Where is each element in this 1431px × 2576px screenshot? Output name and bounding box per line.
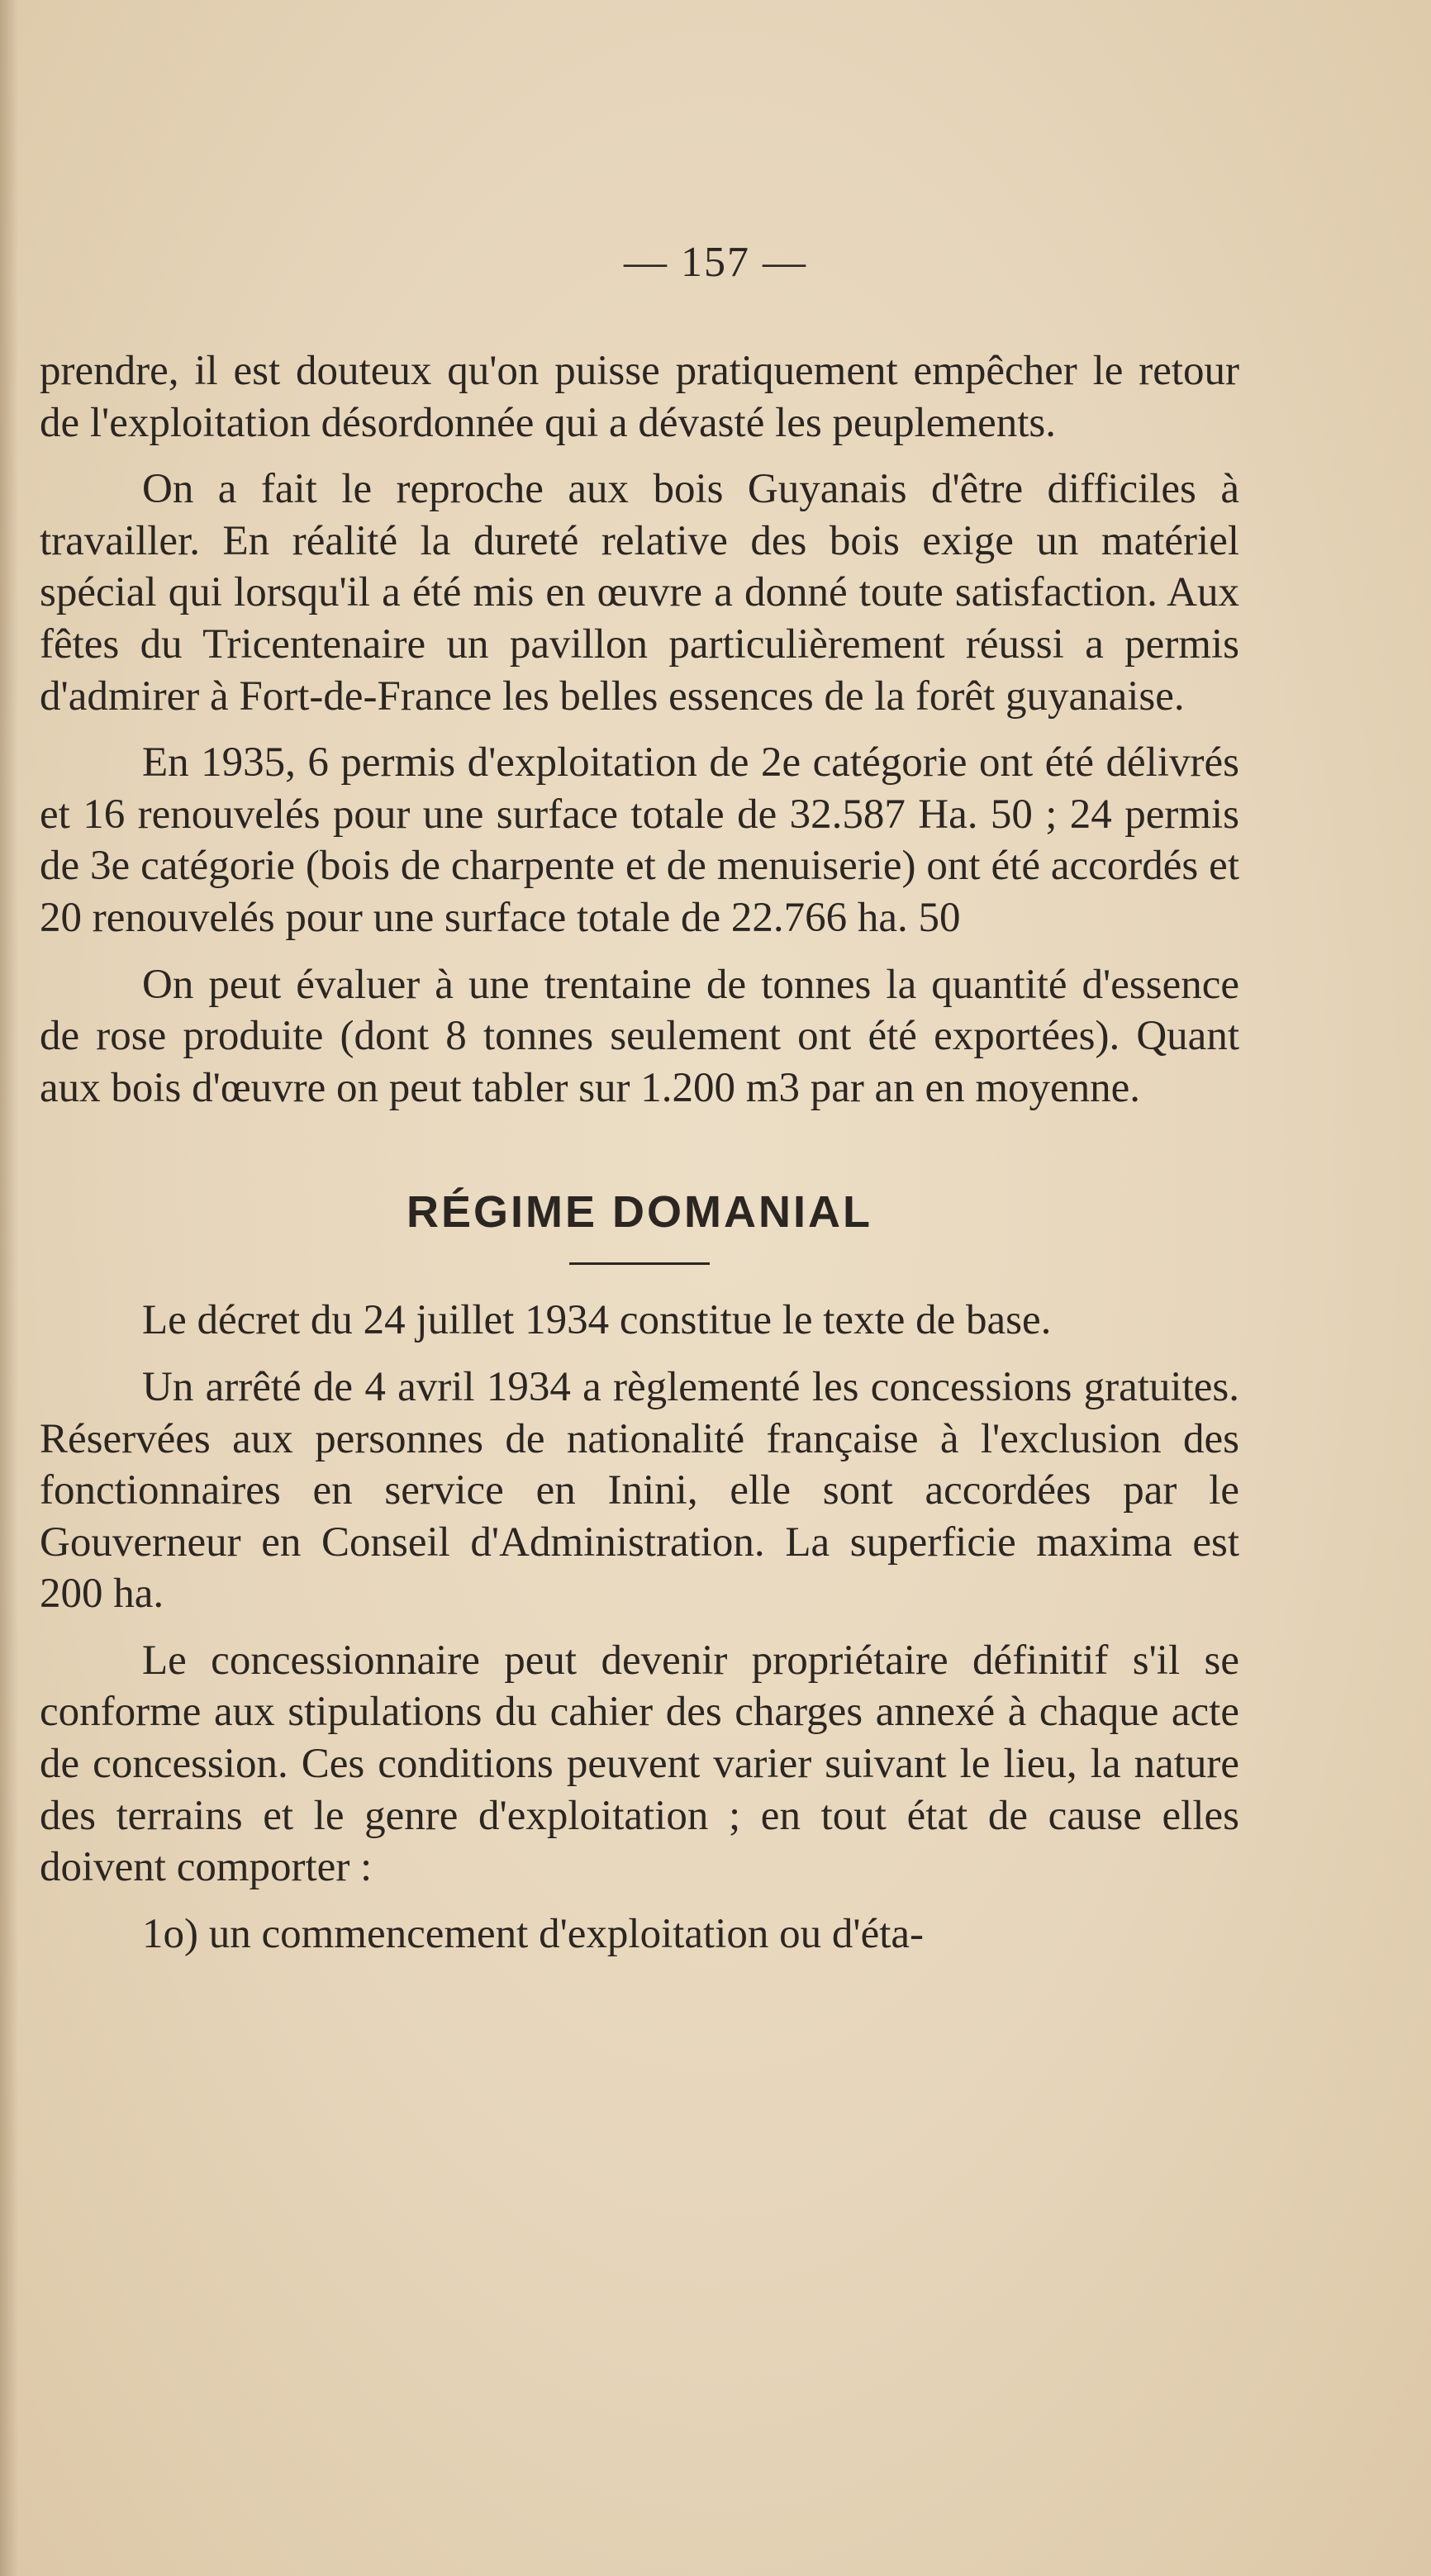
section-heading: RÉGIME DOMANIAL [406, 1187, 872, 1238]
page-edge-shadow [0, 0, 18, 2576]
paragraph-arrete: Un arrêté de 4 avril 1934 a règlementé les concessions gratuites. Réservées aux personnes de nationalité française à l'exclusion des fonctionnaires en service en Inini, elle sont accordées par le Gouverneur en Conseil d'Administration. La superficie maxima est 200 ha. [40, 1363, 1239, 1618]
page-number: — 157 — [624, 239, 807, 286]
body-text [40, 345, 1239, 1975]
paragraph-list-item-1: 1o) un commencement d'exploitation ou d'éta- [142, 1910, 925, 1957]
paragraph-permis-1935: En 1935, 6 permis d'exploitation de 2e catégorie ont été délivrés et 16 renouvelés pour une surface totale de 32.587 Ha. 50 ; 24 permis de 3e catégorie (bois de charpente et de menuiserie) ont été accordés et 20 renouvelés pour une surface totale de 22.766 ha. 50 [40, 739, 1239, 941]
paragraph-essence-de-rose: On peut évaluer à une trentaine de tonnes la quantité d'essence de rose produite (dont 8 tonnes seulement ont été exportées). Quant aux bois d'œuvre on peut tabler sur 1.200 m3 par an en moyenne. [40, 961, 1239, 1111]
paragraph-continuation: prendre, il est douteux qu'on puisse pratiquement empêcher le retour de l'exploitation désordonnée qui a dévasté les peuplements. [40, 348, 1239, 446]
paragraph-decret: Le décret du 24 juillet 1934 constitue le texte de base. [142, 1297, 1052, 1344]
heading-rule [569, 1262, 710, 1265]
paragraph-concessionnaire: Le concessionnaire peut devenir propriétaire définitif s'il se conforme aux stipulations du cahier des charges annexé à chaque acte de concession. Ces conditions peuvent varier suivant le lieu, la nature des terrains et le genre d'exploitation ; en tout état de cause elles doivent comporter : [40, 1637, 1239, 1891]
paragraph-bois-guyanais: On a fait le reproche aux bois Guyanais d'être difficiles à travailler. En réalité la dureté relative des bois exige un matériel spécial qui lorsqu'il a été mis en œuvre a donné toute satisfaction. Aux fêtes du Tricentenaire un pavillon particulièrement réussi a permis d'admirer à Fort-de-France les belles essences de la forêt guyanaise. [40, 466, 1239, 720]
